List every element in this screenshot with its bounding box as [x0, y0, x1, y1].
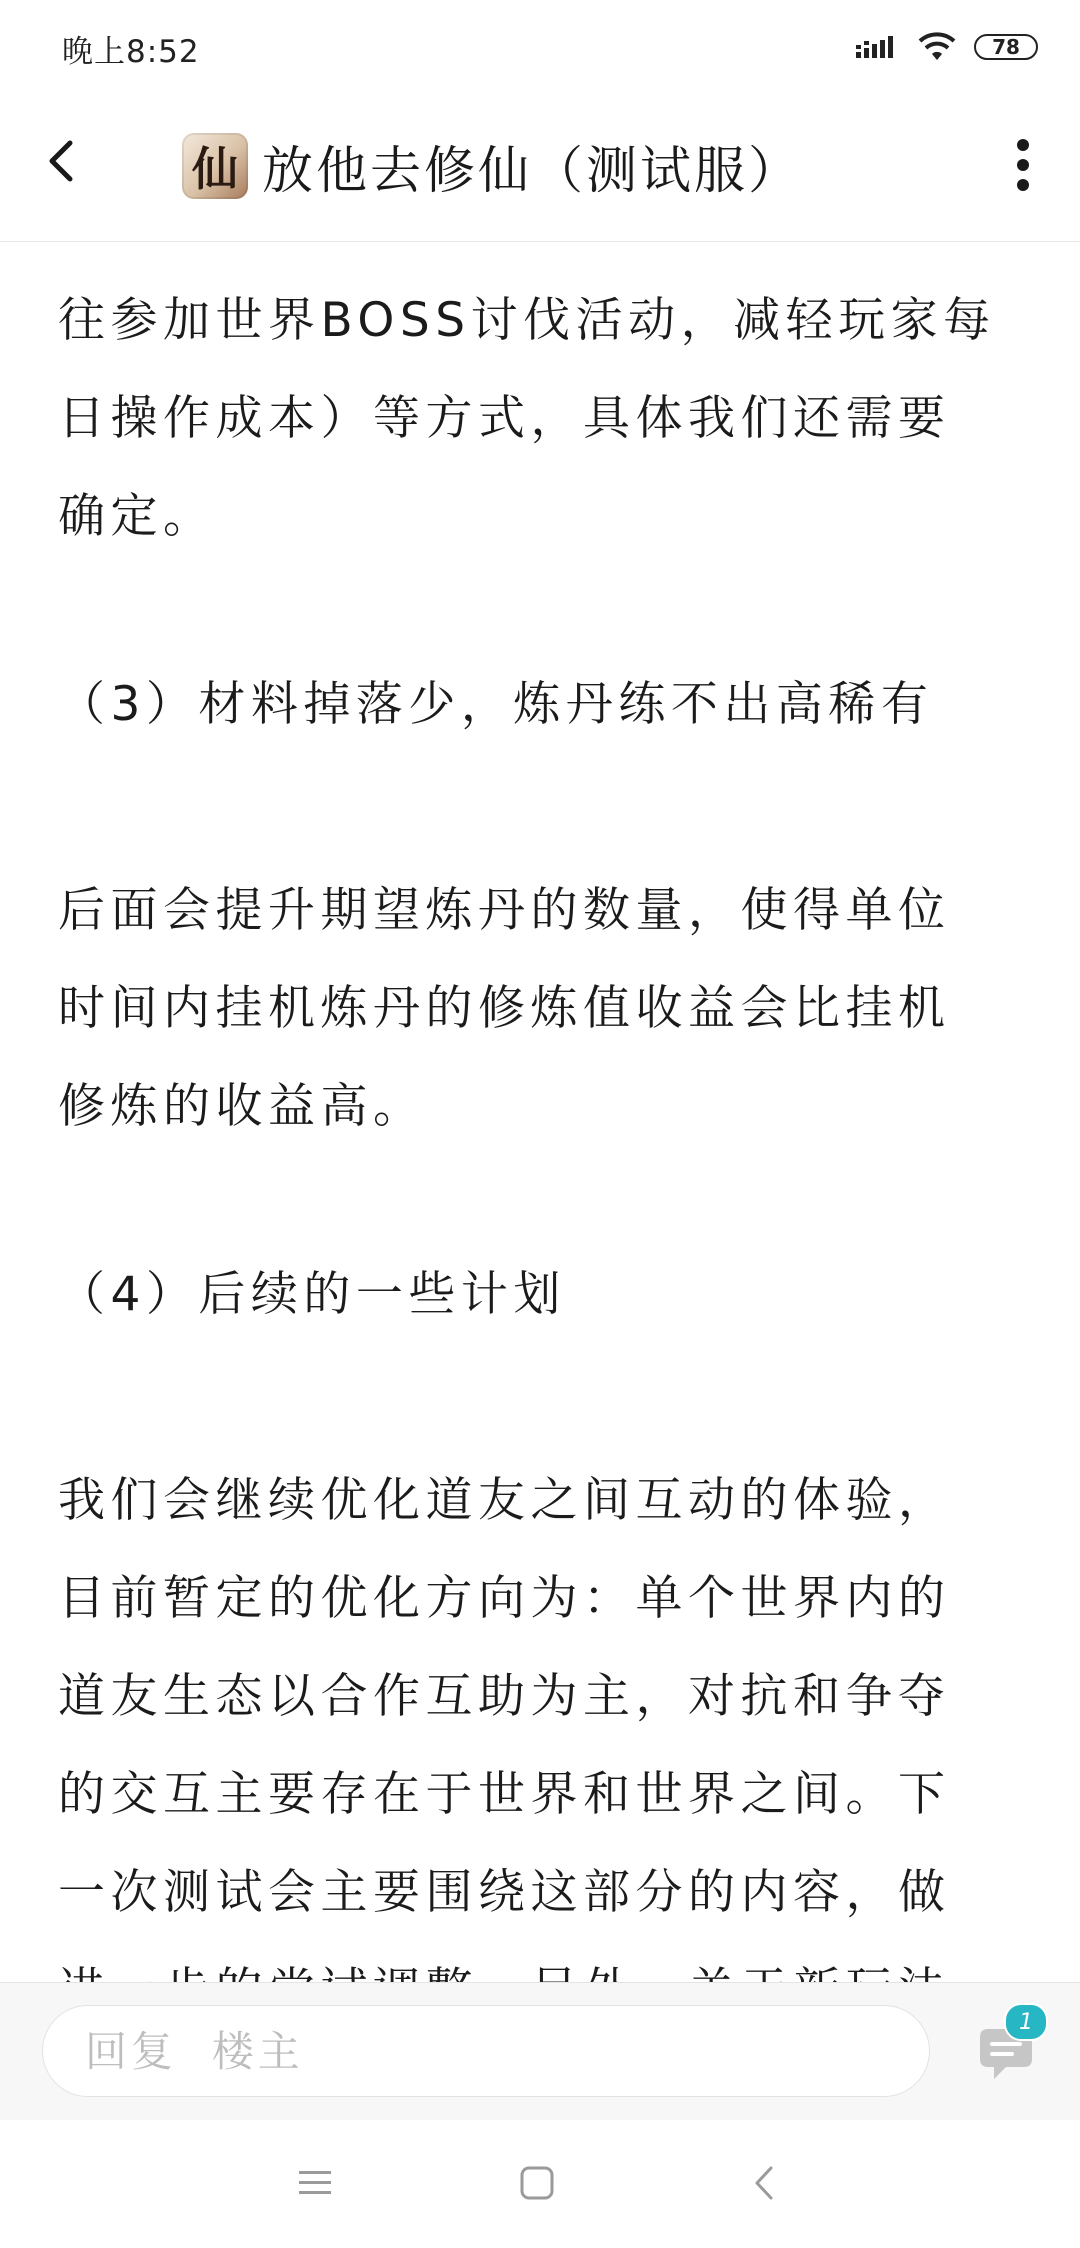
reply-bar [0, 1982, 1080, 2120]
title-group [182, 131, 802, 201]
paragraph-heading-3: （3）材料掉落少，炼丹练不出高稀有 [58, 677, 934, 732]
signal-icon [856, 33, 900, 61]
nav-back-icon [740, 2158, 790, 2208]
title-bar [0, 95, 1080, 242]
status-icons [856, 30, 1038, 64]
nav-home-button[interactable] [512, 2158, 562, 2208]
wifi-icon [918, 32, 956, 62]
page-title: 放他去修仙（测试服） [262, 142, 803, 201]
more-options-button[interactable] [1008, 135, 1038, 195]
post-content[interactable] [0, 242, 1080, 1982]
reply-input[interactable] [42, 2005, 930, 2097]
back-arrow-icon [34, 131, 94, 191]
system-nav-bar [0, 2120, 1080, 2248]
app-logo [182, 133, 248, 199]
status-time: 晚上8:52 [62, 34, 200, 70]
paragraph-heading-4: （4）后续的一些计划 [58, 1267, 566, 1322]
battery-indicator [974, 34, 1038, 60]
comment-count-badge [1004, 2003, 1048, 2041]
nav-back-button[interactable] [740, 2158, 790, 2208]
paragraph-1: 往参加世界BOSS讨伐活动，减轻玩家每日操作成本）等方式，具体我们还需要确定。 [58, 293, 996, 544]
app-logo-glyph: 仙 [192, 142, 238, 196]
status-bar [0, 0, 1080, 95]
nav-menu-button[interactable] [290, 2158, 340, 2208]
paragraph-2: 后面会提升期望炼丹的数量，使得单位时间内挂机炼丹的修炼值收益会比挂机修炼的收益高。 [58, 883, 951, 1134]
nav-menu-icon [290, 2158, 340, 2208]
battery-level: 78 [992, 35, 1020, 59]
paragraph-3: 我们会继续优化道友之间互动的体验，目前暂定的优化方向为：单个世界内的道友生态以合作互助为主，对抗和争夺的交互主要存在于世界和世界之间。下一次测试会主要围绕这部分的内容，做 [58, 1473, 951, 1920]
back-button[interactable] [34, 131, 94, 191]
more-vertical-icon [1008, 135, 1038, 195]
nav-home-icon [512, 2158, 562, 2208]
comment-count: 1 [1019, 2009, 1033, 2035]
